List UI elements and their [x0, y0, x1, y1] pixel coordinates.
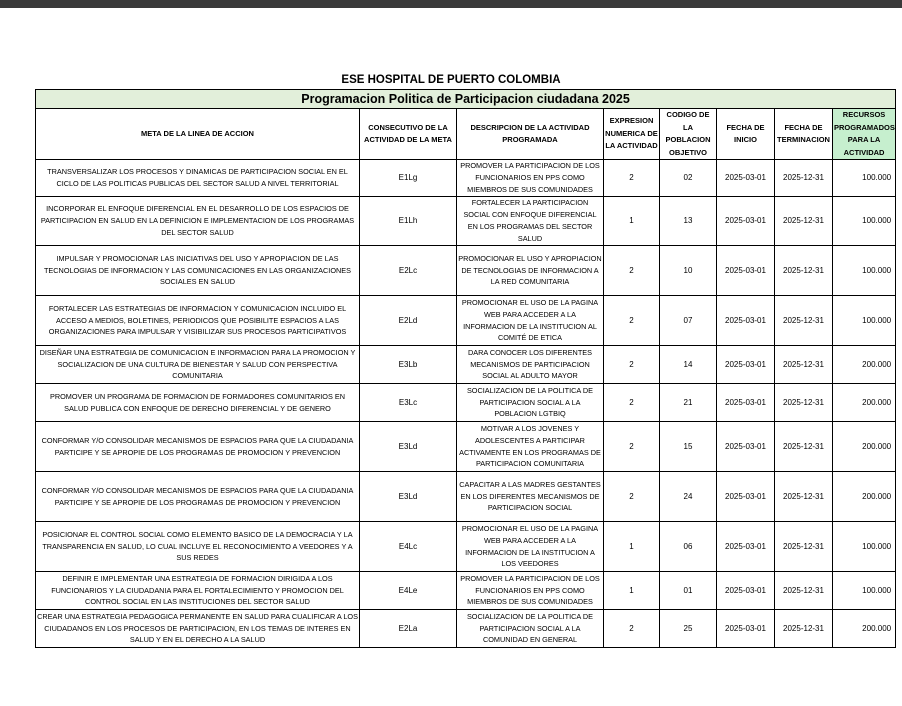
cell-descripcion: SOCIALIZACION DE LA POLITICA DE PARTICIPACION SOCIAL A LA COMUNIDAD EN GENERAL: [457, 610, 604, 648]
table-row: [36, 246, 896, 296]
cell-fecha-inicio: 2025-03-01: [717, 610, 775, 648]
cell-codigo: 10: [660, 246, 717, 296]
cell-codigo: 14: [660, 346, 717, 384]
cell-recursos: 200.000: [833, 472, 896, 522]
cell-consecutivo: E3Lc: [360, 384, 457, 422]
cell-expresion: 1: [604, 572, 660, 610]
header-expresion: EXPRESION NUMERICA DE LA ACTIVIDAD: [604, 109, 660, 160]
cell-fecha-terminacion: 2025-12-31: [775, 472, 833, 522]
cell-fecha-inicio: 2025-03-01: [717, 572, 775, 610]
cell-expresion: 2: [604, 346, 660, 384]
cell-fecha-inicio: 2025-03-01: [717, 197, 775, 246]
cell-descripcion: PROMOCIONAR EL USO DE LA PAGINA WEB PARA ACCEDER A LA INFORMACION DE LA INSTITUCION AL COMITÉ DE ETICA: [457, 296, 604, 346]
cell-descripcion: PROMOCIONAR EL USO Y APROPIACION DE TECNOLOGIAS DE INFORMACION A LA RED COMUNITARIA: [457, 246, 604, 296]
table-row: [36, 572, 896, 610]
cell-fecha-terminacion: 2025-12-31: [775, 384, 833, 422]
cell-expresion: 2: [604, 610, 660, 648]
cell-recursos: 200.000: [833, 422, 896, 472]
cell-codigo: 21: [660, 384, 717, 422]
header-consecutivo: CONSECUTIVO DE LA ACTIVIDAD DE LA META: [360, 109, 457, 160]
cell-expresion: 2: [604, 296, 660, 346]
cell-codigo: 15: [660, 422, 717, 472]
cell-consecutivo: E3Ld: [360, 422, 457, 472]
cell-expresion: 2: [604, 384, 660, 422]
cell-meta: INCORPORAR EL ENFOQUE DIFERENCIAL EN EL DESARROLLO DE LOS ESPACIOS DE PARTICIPACION EN SALUD EN LA DEFINICION E IMPLEMENTACION DE LOS PROGRAMAS DEL SECTOR SALUD: [36, 197, 360, 246]
cell-codigo: 01: [660, 572, 717, 610]
cell-meta: PROMOVER UN PROGRAMA DE FORMACION DE FORMADORES COMUNITARIOS EN SALUD PUBLICA CON ENFOQUE DE DERECHO DIFERENCIAL Y DE GENERO: [36, 384, 360, 422]
table-row: [36, 197, 896, 246]
cell-descripcion: SOCIALIZACION DE LA POLITICA DE PARTICIPACION SOCIAL A LA POBLACION LGTBIQ: [457, 384, 604, 422]
cell-recursos: 200.000: [833, 346, 896, 384]
cell-meta: CONFORMAR Y/O CONSOLIDAR MECANISMOS DE ESPACIOS PARA QUE LA CIUDADANIA PARTICIPE Y SE APROPIE DE LOS PROGRAMAS DE PROMOCION Y PREVENCION: [36, 472, 360, 522]
cell-fecha-inicio: 2025-03-01: [717, 246, 775, 296]
header-fecha-terminacion: FECHA DE TERMINACION: [775, 109, 833, 160]
cell-codigo: 07: [660, 296, 717, 346]
cell-fecha-terminacion: 2025-12-31: [775, 246, 833, 296]
cell-codigo: 13: [660, 197, 717, 246]
cell-descripcion: PROMOCIONAR EL USO DE LA PAGINA WEB PARA ACCEDER A LA INFORMACION DE LA INSTITUCION A LOS VEEDORES: [457, 522, 604, 572]
cell-fecha-inicio: 2025-03-01: [717, 384, 775, 422]
cell-descripcion: DARA CONOCER LOS DIFERENTES MECANISMOS DE PARTICIPACION SOCIAL AL ADULTO MAYOR: [457, 346, 604, 384]
cell-expresion: 1: [604, 522, 660, 572]
table-row: [36, 384, 896, 422]
cell-fecha-terminacion: 2025-12-31: [775, 296, 833, 346]
cell-fecha-terminacion: 2025-12-31: [775, 197, 833, 246]
participation-table: [35, 89, 896, 648]
cell-descripcion: FORTALECER LA PARTICIPACION SOCIAL CON ENFOQUE DIFERENCIAL EN LOS PROGRAMAS DEL SECTOR SALUD: [457, 197, 604, 246]
cell-consecutivo: E1Lh: [360, 197, 457, 246]
cell-recursos: 100.000: [833, 197, 896, 246]
cell-descripcion: PROMOVER LA PARTICIPACION DE LOS FUNCIONARIOS EN PPS COMO MIEMBROS DE SUS COMUNIDADES: [457, 160, 604, 197]
header-recursos: RECURSOS PROGRAMADOS PARA LA ACTIVIDAD: [833, 109, 896, 160]
cell-descripcion: CAPACITAR A LAS MADRES GESTANTES EN LOS DIFERENTES MECANISMOS DE PARTICIPACION SOCIAL: [457, 472, 604, 522]
cell-recursos: 100.000: [833, 246, 896, 296]
cell-expresion: 1: [604, 197, 660, 246]
cell-fecha-inicio: 2025-03-01: [717, 522, 775, 572]
cell-meta: POSICIONAR EL CONTROL SOCIAL COMO ELEMENTO BASICO DE LA DEMOCRACIA Y LA TRANSPARENCIA EN SALUD, LO CUAL INCLUYE EL RECONOCIMIENTO A VEEDORES Y A SUS REDES: [36, 522, 360, 572]
table-row: [36, 346, 896, 384]
table-row: [36, 610, 896, 648]
cell-fecha-terminacion: 2025-12-31: [775, 522, 833, 572]
cell-recursos: 100.000: [833, 522, 896, 572]
cell-fecha-inicio: 2025-03-01: [717, 296, 775, 346]
cell-recursos: 100.000: [833, 160, 896, 197]
cell-codigo: 24: [660, 472, 717, 522]
cell-codigo: 02: [660, 160, 717, 197]
table-row: [36, 472, 896, 522]
cell-consecutivo: E3Ld: [360, 472, 457, 522]
cell-fecha-terminacion: 2025-12-31: [775, 422, 833, 472]
header-codigo: CODIGO DE LA POBLACION OBJETIVO: [660, 109, 717, 160]
cell-fecha-inicio: 2025-03-01: [717, 160, 775, 197]
cell-consecutivo: E2La: [360, 610, 457, 648]
table-row: [36, 522, 896, 572]
cell-descripcion: MOTIVAR A LOS JOVENES Y ADOLESCENTES A PARTICIPAR ACTIVAMENTE EN LOS PROGRAMAS DE PARTICIPACION COMUNITARIA: [457, 422, 604, 472]
table-row: [36, 160, 896, 197]
cell-consecutivo: E1Lg: [360, 160, 457, 197]
header-fecha-inicio: FECHA DE INICIO: [717, 109, 775, 160]
document-title: ESE HOSPITAL DE PUERTO COLOMBIA: [341, 74, 561, 86]
window-top-bar: [0, 0, 902, 8]
cell-recursos: 100.000: [833, 296, 896, 346]
cell-expresion: 2: [604, 246, 660, 296]
cell-consecutivo: E3Lb: [360, 346, 457, 384]
cell-codigo: 25: [660, 610, 717, 648]
cell-expresion: 2: [604, 160, 660, 197]
cell-recursos: 200.000: [833, 610, 896, 648]
cell-recursos: 200.000: [833, 384, 896, 422]
cell-meta: DEFINIR E IMPLEMENTAR UNA ESTRATEGIA DE FORMACION DIRIGIDA A LOS FUNCIONARIOS Y LA CIUDADANIA PARA EL FORTALECIMIENTO Y PROMOCION DEL CONTROL SOCIAL EN LAS INSTITUCIONES DEL SECTOR SALUD: [36, 572, 360, 610]
cell-meta: DISEÑAR UNA ESTRATEGIA DE COMUNICACION E INFORMACION PARA LA PROMOCION Y SOCIALIZACION DE UNA CULTURA DE BIENESTAR Y SALUD CON PERSPECTIVA COMUNITARIA: [36, 346, 360, 384]
cell-fecha-terminacion: 2025-12-31: [775, 610, 833, 648]
cell-recursos: 100.000: [833, 572, 896, 610]
cell-meta: IMPULSAR Y PROMOCIONAR LAS INICIATIVAS DEL USO Y APROPIACION DE LAS TECNOLOGIAS DE INFORMACION Y LAS COMUNICACIONES EN LAS ORGANIZACIONES SOCIALES EN SALUD: [36, 246, 360, 296]
cell-codigo: 06: [660, 522, 717, 572]
cell-consecutivo: E2Ld: [360, 296, 457, 346]
cell-consecutivo: E2Lc: [360, 246, 457, 296]
cell-fecha-inicio: 2025-03-01: [717, 472, 775, 522]
header-meta: META DE LA LINEA DE ACCION: [36, 109, 360, 160]
cell-fecha-terminacion: 2025-12-31: [775, 572, 833, 610]
cell-fecha-terminacion: 2025-12-31: [775, 160, 833, 197]
cell-meta: TRANSVERSALIZAR LOS PROCESOS Y DINAMICAS DE PARTICIPACION SOCIAL EN EL CICLO DE LAS POLITICAS PUBLICAS DEL SECTOR SALUD A NIVEL TERRITORIAL: [36, 160, 360, 197]
table-body: [36, 160, 896, 648]
cell-meta: CONFORMAR Y/O CONSOLIDAR MECANISMOS DE ESPACIOS PARA QUE LA CIUDADANIA PARTICIPE Y SE APROPIE DE LOS PROGRAMAS DE PROMOCION Y PREVENCION: [36, 422, 360, 472]
cell-fecha-inicio: 2025-03-01: [717, 346, 775, 384]
header-descripcion: DESCRIPCION DE LA ACTIVIDAD PROGRAMADA: [457, 109, 604, 160]
table-row: [36, 296, 896, 346]
cell-meta: FORTALECER LAS ESTRATEGIAS DE INFORMACION Y COMUNICACION INCLUIDO EL ACCESO A MEDIOS, BOLETINES, PERIODICOS QUE POSIBILITE ESPACIOS A LAS ORGANIZACIONES PARA IMPULSAR Y VISIBILIZAR SUS PROCESOS PARTICIPATIVOS: [36, 296, 360, 346]
cell-meta: CREAR UNA ESTRATEGIA PEDAGOGICA PERMANENTE EN SALUD PARA CUALIFICAR A LOS CIUDADANOS EN LOS PROCESOS DE PARTICIPACION, EN LOS TEMAS DE INTERES EN SALUD Y EN EL DERECHO A LA SALUD: [36, 610, 360, 648]
cell-consecutivo: E4Le: [360, 572, 457, 610]
table-row: [36, 422, 896, 472]
cell-consecutivo: E4Lc: [360, 522, 457, 572]
cell-expresion: 2: [604, 472, 660, 522]
cell-descripcion: PROMOVER LA PARTICIPACION DE LOS FUNCIONARIOS EN PPS COMO MIEMBROS DE SUS COMUNIDADES: [457, 572, 604, 610]
cell-fecha-inicio: 2025-03-01: [717, 422, 775, 472]
cell-expresion: 2: [604, 422, 660, 472]
cell-fecha-terminacion: 2025-12-31: [775, 346, 833, 384]
table-banner-title: Programacion Politica de Participacion ciudadana 2025: [36, 90, 896, 109]
